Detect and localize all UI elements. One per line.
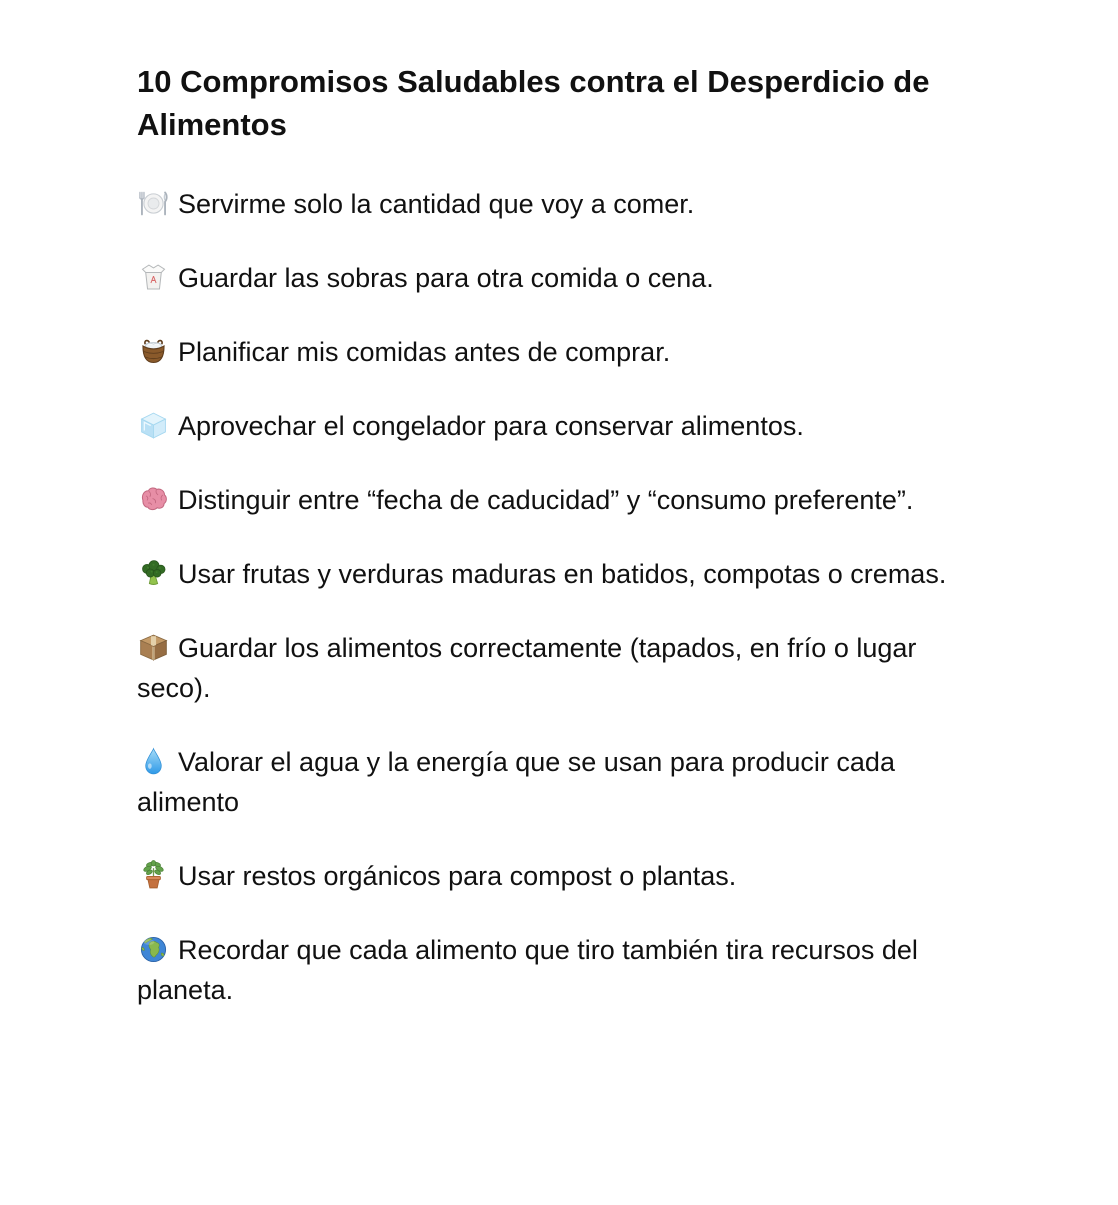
- globe-europe-africa-icon: [137, 933, 170, 966]
- brain-icon: [137, 483, 170, 516]
- takeout-box-icon: [137, 261, 170, 294]
- droplet-icon: [137, 745, 170, 778]
- commitment-item: [137, 332, 985, 372]
- commitment-text: Planificar mis comidas antes de comprar.: [178, 337, 671, 367]
- commitment-text: Recordar que cada alimento que tiro también tira recursos del planeta.: [137, 935, 918, 1005]
- commitment-item: [137, 856, 985, 896]
- basket-icon: [137, 335, 170, 368]
- commitment-text: Distinguir entre “fecha de caducidad” y “consumo preferente”.: [178, 485, 914, 515]
- commitment-item: [137, 406, 985, 446]
- commitment-item: [137, 184, 985, 224]
- commitment-text: Guardar las sobras para otra comida o cena.: [178, 263, 714, 293]
- commitment-item: [137, 554, 985, 594]
- commitment-text: Guardar los alimentos correctamente (tapados, en frío o lugar seco).: [137, 633, 917, 703]
- commitment-text: Valorar el agua y la energía que se usan para producir cada alimento: [137, 747, 895, 817]
- commitment-text: Usar restos orgánicos para compost o plantas.: [178, 861, 737, 891]
- page-title: 10 Compromisos Saludables contra el Desperdicio de Alimentos: [137, 64, 930, 142]
- commitments-list: [137, 184, 988, 1010]
- commitment-item: [137, 258, 985, 298]
- fork-knife-plate-icon: [137, 187, 170, 220]
- ice-cube-icon: [137, 409, 170, 442]
- commitment-item: [137, 930, 985, 1010]
- broccoli-icon: [137, 557, 170, 590]
- commitment-text: Servirme solo la cantidad que voy a comer.: [178, 189, 695, 219]
- package-icon: [137, 631, 170, 664]
- commitment-item: [137, 480, 985, 520]
- commitment-text: Aprovechar el congelador para conservar alimentos.: [178, 411, 804, 441]
- commitment-text: Usar frutas y verduras maduras en batidos, compotas o cremas.: [178, 559, 947, 589]
- commitment-item: [137, 742, 985, 822]
- commitment-item: [137, 628, 985, 708]
- potted-plant-icon: [137, 859, 170, 892]
